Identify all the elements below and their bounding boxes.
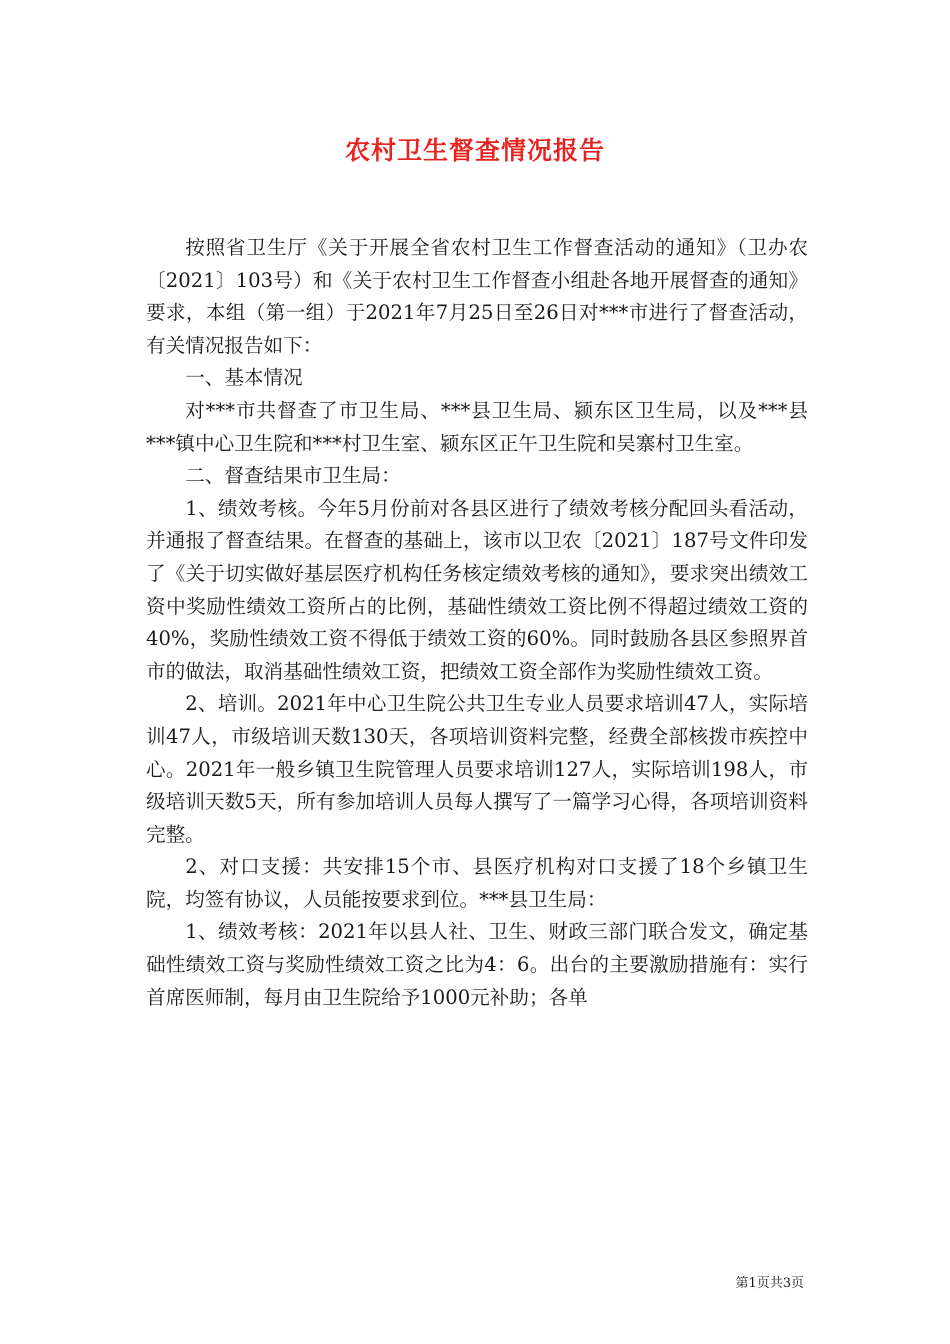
- document-title: 农村卫生督查情况报告: [344, 136, 605, 165]
- paragraph-basic: 对***市共督查了市卫生局、***县卫生局、颍东区卫生局，以及***县***镇中心卫生院和***村卫生室、颍东区正午卫生院和吴寨村卫生室。: [146, 398, 808, 455]
- section-heading-results: 二、督查结果市卫生局：: [185, 464, 401, 488]
- paragraph-performance: 1、绩效考核。今年5月份前对各县区进行了绩效考核分配回头看活动，并通报了督查结果。在督查的基础上，该市以卫农〔2021〕187号文件印发了《关于切实做好基层医疗机构任务核定绩效考核的通知》，要求突出绩效工资中奖励性绩效工资所占的比例，基础性绩效工资比例不得超过绩效工资的40%，奖励性绩效工资不得低于绩效工资的60%。同时鼓励各县区参照界首市的做法，取消基础性绩效工资，把绩效工资全部作为奖励性绩效工资。: [146, 496, 808, 683]
- paragraph-county-performance: 1、绩效考核：2021年以县人社、卫生、财政三部门联合发文，确定基础性绩效工资与奖励性绩效工资之比为4：6。出台的主要激励措施有：实行首席医师制，每月由卫生院给予1000元补助；各单: [146, 920, 808, 1009]
- paragraph-intro: 按照省卫生厅《关于开展全省农村卫生工作督查活动的通知》（卫办农〔2021〕103号）和《关于农村卫生工作督查小组赴各地开展督查的通知》要求，本组（第一组）于2021年7月25日至26日对***市进行了督查活动，有关情况报告如下：: [146, 236, 808, 357]
- paragraph-support: 2、对口支援：共安排15个市、县医疗机构对口支援了18个乡镇卫生院，均签有协议，人员能按要求到位。***县卫生局：: [146, 855, 808, 911]
- document-body: [146, 232, 808, 1014]
- page-number: 第1页共3页: [735, 1276, 804, 1291]
- paragraph-training: 2、培训。2021年中心卫生院公共卫生专业人员要求培训47人，实际培训47人，市级培训天数130天，各项培训资料完整，经费全部核拨市疾控中心。2021年一般乡镇卫生院管理人员要求培训127人，实际培训198人，市级培训天数5天，所有参加培训人员每人撰写了一篇学习心得，各项培训资料完整。: [146, 692, 808, 846]
- section-heading-basic: 一、基本情况: [185, 366, 303, 390]
